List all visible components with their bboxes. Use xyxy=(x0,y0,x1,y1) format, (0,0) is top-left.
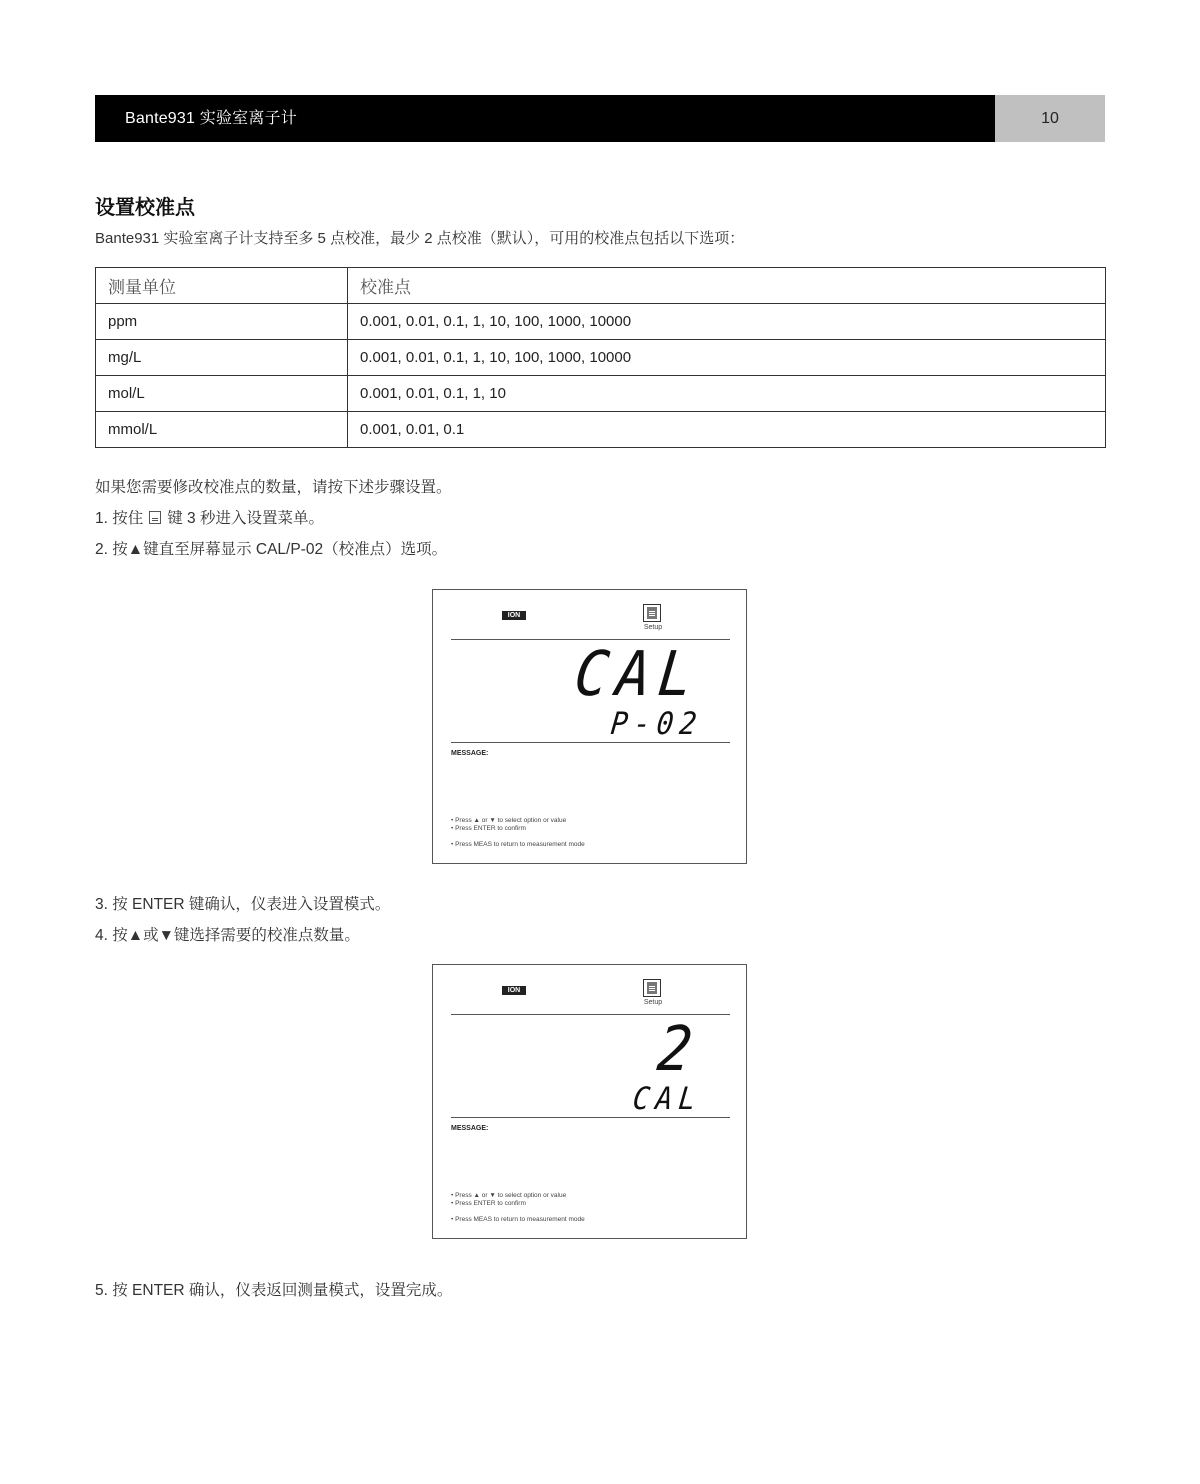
main-display xyxy=(571,638,704,711)
message-label: MESSAGE: xyxy=(451,1125,489,1132)
lcd-screen-cal-p02 xyxy=(432,589,747,864)
main-display xyxy=(654,1013,704,1086)
unit-cell: ppm xyxy=(96,304,348,340)
step-4: 4. 按▲或▼键选择需要的校准点数量。 xyxy=(95,927,360,944)
sub-display-text: CAL xyxy=(631,1080,704,1117)
step-2: 2. 按▲键直至屏幕显示 CAL/P-02（校准点）选项。 xyxy=(95,541,448,558)
table-row xyxy=(96,340,1106,376)
points-cell: 0.001, 0.01, 0.1, 1, 10, 100, 1000, 10000 xyxy=(348,340,1106,376)
main-display-text: CAL xyxy=(571,638,704,711)
message-label: MESSAGE: xyxy=(451,750,489,757)
unit-cell: mg/L xyxy=(96,340,348,376)
step-5: 5. 按 ENTER 确认，仪表返回测量模式，设置完成。 xyxy=(95,1282,453,1299)
section-title: 设置校准点 xyxy=(95,197,195,219)
section-intro: Bante931 实验室离子计支持至多 5 点校准，最少 2 点校准（默认），可用的校准点包括以下选项： xyxy=(95,230,745,247)
column-header-points: 校准点 xyxy=(348,268,1106,304)
setup-icon xyxy=(643,604,661,622)
hint-confirm: • Press ENTER to confirm xyxy=(451,1200,526,1207)
setup-label: Setup xyxy=(643,624,663,631)
column-header-unit: 测量单位 xyxy=(96,268,348,304)
instructions-lead: 如果您需要修改校准点的数量，请按下述步骤设置。 xyxy=(95,479,452,496)
sub-display xyxy=(633,1082,702,1115)
hint-meas: • Press MEAS to return to measurement mode xyxy=(451,841,585,848)
hint-confirm: • Press ENTER to confirm xyxy=(451,825,526,832)
step-1-prefix: 1. 按住 xyxy=(95,510,144,527)
hint-meas: • Press MEAS to return to measurement mode xyxy=(451,1216,585,1223)
table-header-row xyxy=(96,268,1106,304)
ion-mode-badge: ION xyxy=(502,611,526,620)
points-cell: 0.001, 0.01, 0.1 xyxy=(348,412,1106,448)
sub-display-text: P-02 xyxy=(608,705,704,742)
document-title: Bante931 实验室离子计 xyxy=(95,95,995,142)
step-1-suffix: 键 3 秒进入设置菜单。 xyxy=(167,510,324,527)
points-cell: 0.001, 0.01, 0.1, 1, 10, 100, 1000, 10000 xyxy=(348,304,1106,340)
unit-cell: mmol/L xyxy=(96,412,348,448)
table-row xyxy=(96,376,1106,412)
hint-select: • Press ▲ or ▼ to select option or value xyxy=(451,1192,567,1199)
ion-mode-badge: ION xyxy=(502,986,526,995)
hint-select: • Press ▲ or ▼ to select option or value xyxy=(451,817,567,824)
points-cell: 0.001, 0.01, 0.1, 1, 10 xyxy=(348,376,1106,412)
lcd-screen-cal-count xyxy=(432,964,747,1239)
step-1 xyxy=(95,506,324,528)
unit-cell: mol/L xyxy=(96,376,348,412)
calibration-points-table xyxy=(95,267,1106,448)
table-row xyxy=(96,304,1106,340)
setup-key-icon xyxy=(149,511,161,524)
divider xyxy=(451,1117,730,1118)
setup-label: Setup xyxy=(643,999,663,1006)
table-row xyxy=(96,412,1106,448)
sub-display xyxy=(608,705,704,742)
main-display-text: 2 xyxy=(654,1013,704,1086)
setup-icon xyxy=(643,979,661,997)
page-header xyxy=(95,95,1105,142)
step-3: 3. 按 ENTER 键确认，仪表进入设置模式。 xyxy=(95,896,391,913)
divider xyxy=(451,742,730,743)
page-number: 10 xyxy=(995,95,1105,142)
